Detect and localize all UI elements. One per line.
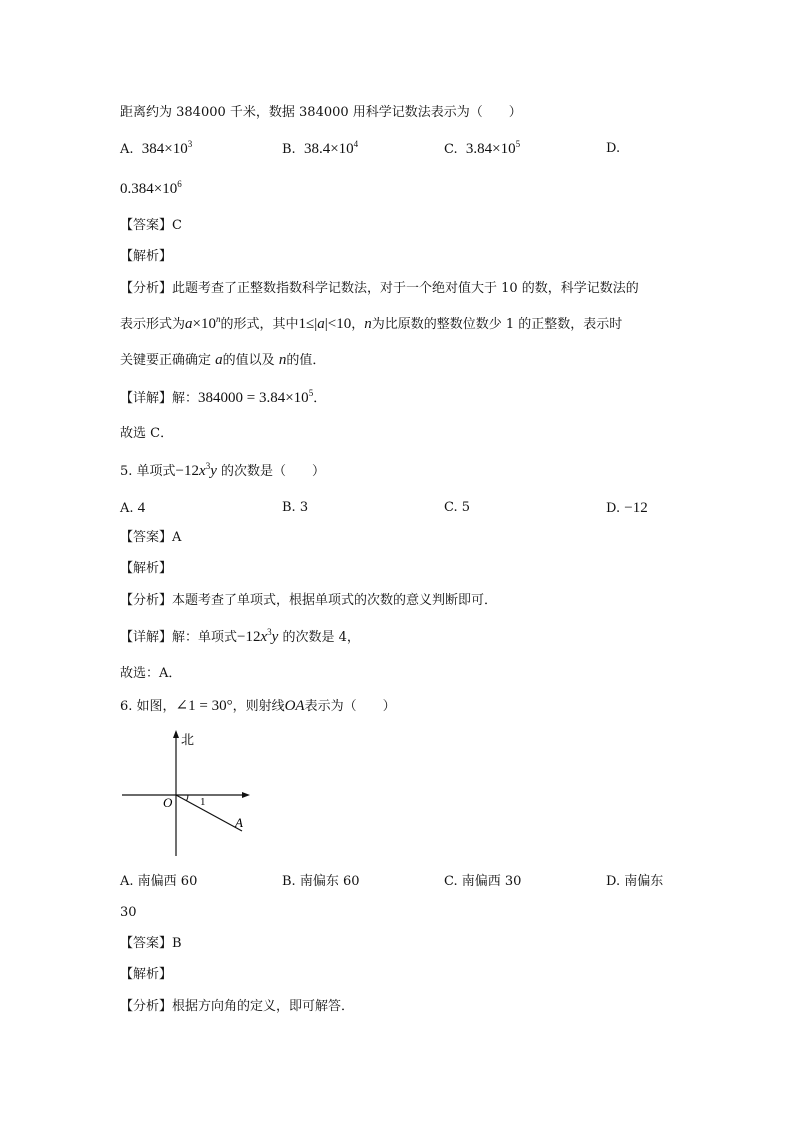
option-value: $3.84\times 10^5$: [465, 139, 521, 157]
origin-label: O: [163, 795, 173, 810]
ray-oa: [176, 795, 242, 831]
q5-fenxi: 【分析】本题考查了单项式，根据单项式的次数的意义判断即可．: [120, 593, 498, 608]
option-value: 5: [461, 500, 471, 515]
option-letter: A.: [120, 874, 134, 889]
q4-stem: 距离约为 384000 千米，数据 384000 用科学记数法表示为（ ）: [120, 105, 522, 120]
north-label: 北: [181, 733, 195, 748]
q4-option-d-value: $0.384\times 10^6$: [120, 179, 182, 197]
q5-choose: 故选：A．: [120, 666, 182, 681]
option-letter: B.: [282, 874, 296, 889]
q4-fenxi-line-1: 【分析】此题考查了正整数指数科学记数法，对于一个绝对值大于 10 的数，科学记数法的: [120, 281, 639, 296]
option-value: 4: [137, 500, 146, 516]
q4-answer: 【答案】C: [120, 218, 182, 233]
option-letter: C.: [444, 500, 458, 515]
angle-arc: [187, 795, 189, 801]
option-value: $384\times 10^3$: [141, 139, 193, 157]
q6-option-d[interactable]: [606, 873, 663, 891]
q5-stem: 5. 单项式$-12x^3y$ 的次数是（ ）: [120, 461, 326, 479]
option-value: −12: [624, 500, 648, 516]
q5-answer: 【答案】A: [120, 530, 182, 545]
q4-fenxi-line-3: 关键要正确确定 a的值以及 n的值．: [120, 352, 326, 368]
q6-option-b[interactable]: [282, 873, 360, 891]
q5-option-b[interactable]: [282, 499, 308, 517]
option-letter: C.: [444, 874, 458, 889]
q4-detail: 【详解】解：$384000 = 3.84\times 10^5$．: [120, 388, 327, 406]
q6-analysis-label: 【解析】: [120, 967, 173, 982]
option-letter: D.: [606, 501, 621, 516]
direction-angle-figure: [118, 724, 268, 864]
option-letter: D.: [606, 141, 621, 156]
q4-option-c[interactable]: [444, 140, 520, 159]
option-letter: D.: [606, 874, 621, 889]
option-letter: C.: [444, 142, 458, 157]
option-value: 南偏东: [624, 874, 664, 889]
q5-analysis-label: 【解析】: [120, 561, 173, 576]
q4-option-d[interactable]: [606, 140, 620, 158]
q4-option-b[interactable]: [282, 140, 358, 159]
q6-stem: 6. 如图，∠1 = 30°，则射线OA表示为（ ）: [120, 698, 396, 714]
option-value: $38.4\times 10^4$: [303, 139, 359, 157]
q4-fenxi-line-2: 表示形式为$a\times 10^n$的形式，其中1≤|a|<10，n为比原数的整数位数少 1 的正整数，表示时: [120, 314, 623, 332]
option-letter: A.: [120, 501, 134, 516]
q6-option-d-value: 30: [120, 905, 137, 920]
option-value: 南偏西 30: [461, 874, 522, 889]
q6-option-c[interactable]: [444, 873, 521, 891]
option-value: 南偏东 60: [299, 874, 360, 889]
q5-option-d[interactable]: [606, 499, 648, 518]
q5-detail: 【详解】解：单项式$-12x^3y$ 的次数是 4，: [120, 627, 360, 645]
q4-analysis-label: 【解析】: [120, 249, 173, 264]
q5-option-a[interactable]: [120, 499, 145, 518]
north-arrowhead: [173, 730, 179, 738]
option-value: 3: [299, 500, 309, 515]
option-letter: B.: [282, 142, 296, 157]
q6-option-a[interactable]: [120, 873, 197, 891]
option-letter: B.: [282, 500, 296, 515]
angle-label: 1: [200, 796, 206, 808]
q6-answer: 【答案】B: [120, 936, 182, 951]
q6-fenxi: 【分析】根据方向角的定义，即可解答．: [120, 999, 355, 1014]
q5-option-c[interactable]: [444, 499, 470, 517]
q4-choose: 故选 C．: [120, 426, 174, 441]
ray-label: A: [235, 815, 243, 830]
option-value: 南偏西 60: [137, 874, 198, 889]
east-arrowhead: [242, 792, 250, 798]
option-letter: A.: [120, 142, 134, 157]
q4-option-a[interactable]: [120, 140, 192, 159]
